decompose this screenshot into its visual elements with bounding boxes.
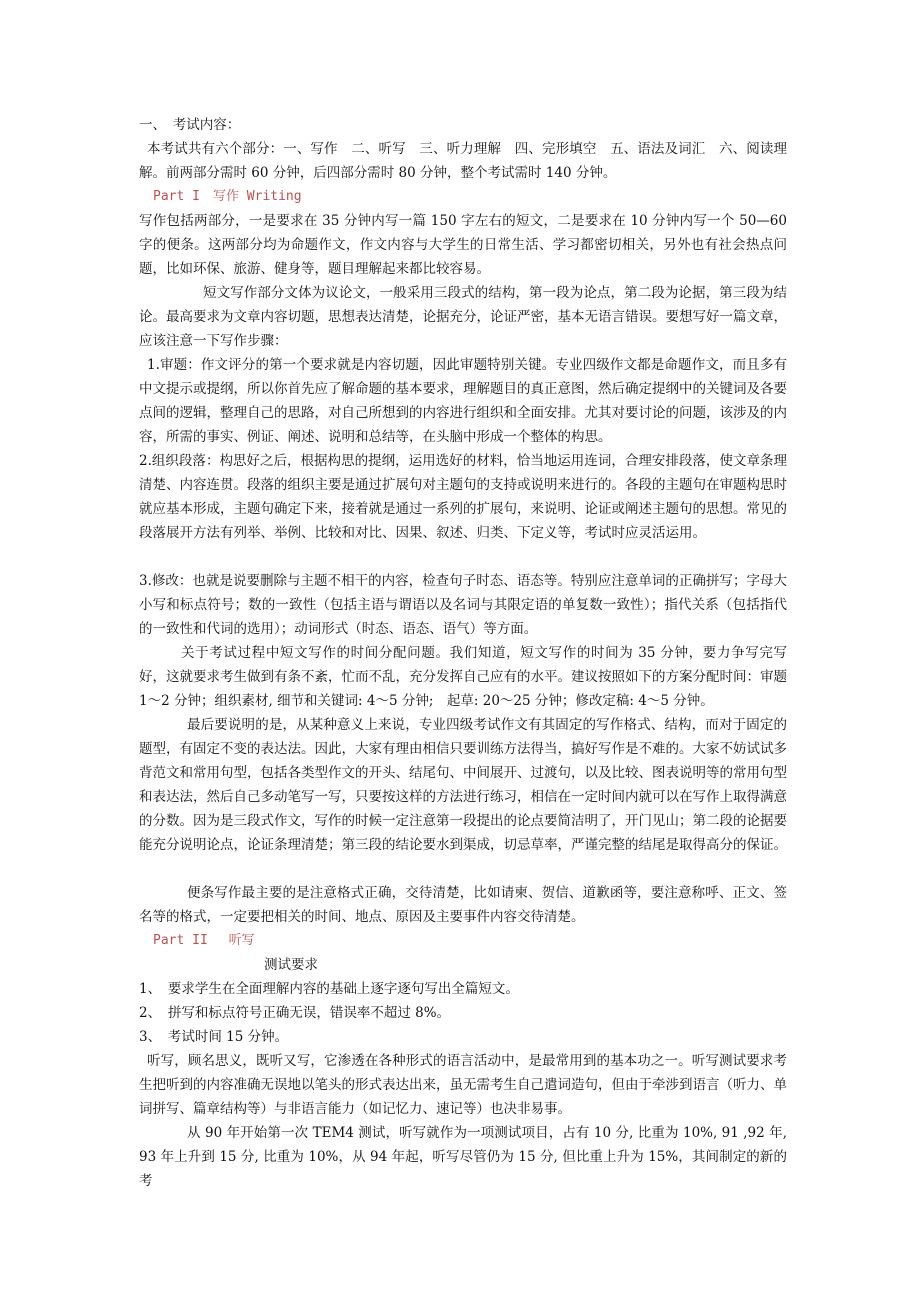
writing-overview-paragraph: 写作包括两部分，一是要求在 35 分钟内写一篇 150 字左右的短文，二是要求在 10 分钟内写一个 50—60 字的便条。这两部分均为命题作文，作文内容与大学生的日常生活、学习都密切相关，另外也有社会热点问题，比如环保、旅游、健身等，题目理解起来都比较容易。 [139, 213, 787, 277]
time-allocation-paragraph: 关于考试过程中短文写作的时间分配问题。我们知道，短文写作的时间为 35 分钟，要力争写完写好，这就要求考生做到有条不紊，忙而不乱，充分发挥自己应有的水平。建议按照如下的方案分配时间：审题 1～2 分钟；组织素材, 细节和关键词: 4～5 分钟; 起草: 20～25 分钟；修改定稿: 4～5 分钟。 [139, 645, 787, 709]
step-review-topic: 1.审题：作文评分的第一个要求就是内容切题，因此审题特别关键。专业四级作文都是命题作文，而且多有中文提示或提纲，所以你首先应了解命题的基本要求，理解题目的真正意图，然后确定提纲中的关键词及各要点间的逻辑，整理自己的思路，对自己所想到的内容进行组织和全面安排。尤其对要讨论的问题，该涉及的内容，所需的事实、例证、阐述、说明和总结等，在头脑中形成一个整体的构思。 [139, 357, 787, 445]
exam-intro-paragraph: 本考试共有六个部分：一、写作 二、听写 三、听力理解 四、完形填空 五、语法及词汇 六、阅读理解。前两部分需时 60 分钟，后四部分需时 80 分钟，整个考试需时 140 分钟。 [139, 141, 787, 181]
step-organize-paragraph: 2.组织段落：构思好之后，根据构思的提纲，运用选好的材料，恰当地运用连词，合理安排段落，使文章条理清楚、内容连贯。段落的组织主要是通过扩展句对主题句的支持或说明来进行的。各段的主题句在审题构思时就应基本形成，主题句确定下来，接着就是通过一系列的扩展句，来说明、论证或阐述主题句的思想。常见的段落展开方法有列举、举例、比较和对比、因果、叙述、归类、下定义等，考试时应灵活运用。 [139, 453, 787, 541]
requirement-item: 3、 考试时间 15 分钟。 [139, 1029, 289, 1045]
test-requirements-heading: 测试要求 [264, 957, 318, 973]
step-revise: 3.修改：也就是说要删除与主题不相干的内容，检查句子时态、语态等。特别应注意单词的正确拼写；字母大小写和标点符号；数的一致性（包括主语与谓语以及名词与其限定语的单复数一致性）；指代关系（包括指代的一致性和代词的选用）；动词形式（时态、语态、语气）等方面。 [139, 573, 787, 637]
requirement-item: 1、 要求学生在全面理解内容的基础上逐字逐句写出全篇短文。 [139, 981, 519, 997]
section-heading: 一、 考试内容： [139, 117, 241, 133]
note-writing-paragraph: 便条写作最主要的是注意格式正确，交待清楚，比如请柬、贺信、道歉函等，要注意称呼、正文、签名等的格式，一定要把相关的时间、地点、原因及主要事件内容交待清楚。 [139, 885, 787, 925]
requirement-item: 2、 拼写和标点符号正确无误，错误率不超过 8%。 [139, 1005, 451, 1021]
dictation-history-paragraph: 从 90 年开始第一次 TEM4 测试，听写就作为一项测试项目，占有 10 分, 比重为 10%, 91 ,92 年, 93 年上升到 15 分, 比重为 10%，从 94 年起，听写尽管仍为 15 分, 但比重上升为 15%，其间制定的新的考 [139, 1125, 787, 1189]
essay-structure-paragraph: 短文写作部分文体为议论文，一般采用三段式的结构，第一段为论点，第二段为论据，第三段为结论。最高要求为文章内容切题，思想表达清楚，论据充分，论证严密，基本无语言错误。要想写好一篇文章，应该注意一下写作步骤： [139, 285, 787, 349]
part2-heading: Part II 听写 [153, 933, 255, 948]
final-notes-paragraph: 最后要说明的是，从某种意义上来说，专业四级考试作文有其固定的写作格式、结构，而对于固定的题型，有固定不变的表达法。因此，大家有理由相信只要训练方法得当，搞好写作是不难的。大家不妨试试多背范文和常用句型，包括各类型作文的开头、结尾句、中间展开、过渡句，以及比较、图表说明等的常用句型和表达法，然后自己多动笔写一写，只要按这样的方法进行练习，相信在一定时间内就可以在写作上取得满意的分数。因为是三段式作文，写作的时候一定注意第一段提出的论点要简洁明了，开门见山；第二段的论据要能充分说明论点，论证条理清楚；第三段的结论要水到渠成，切忌草率，严谨完整的结尾是取得高分的保证。 [139, 717, 787, 853]
part1-heading: Part I 写作 Writing [153, 189, 302, 204]
dictation-intro-paragraph: 听写，顾名思义，既听又写，它渗透在各种形式的语言活动中，是最常用到的基本功之一。听写测试要求考生把听到的内容准确无误地以笔头的形式表达出来，虽无需考生自己遣词造句，但由于牵涉到语言（听力、单词拼写、篇章结构等）与非语言能力（如记忆力、速记等）也决非易事。 [139, 1053, 787, 1117]
